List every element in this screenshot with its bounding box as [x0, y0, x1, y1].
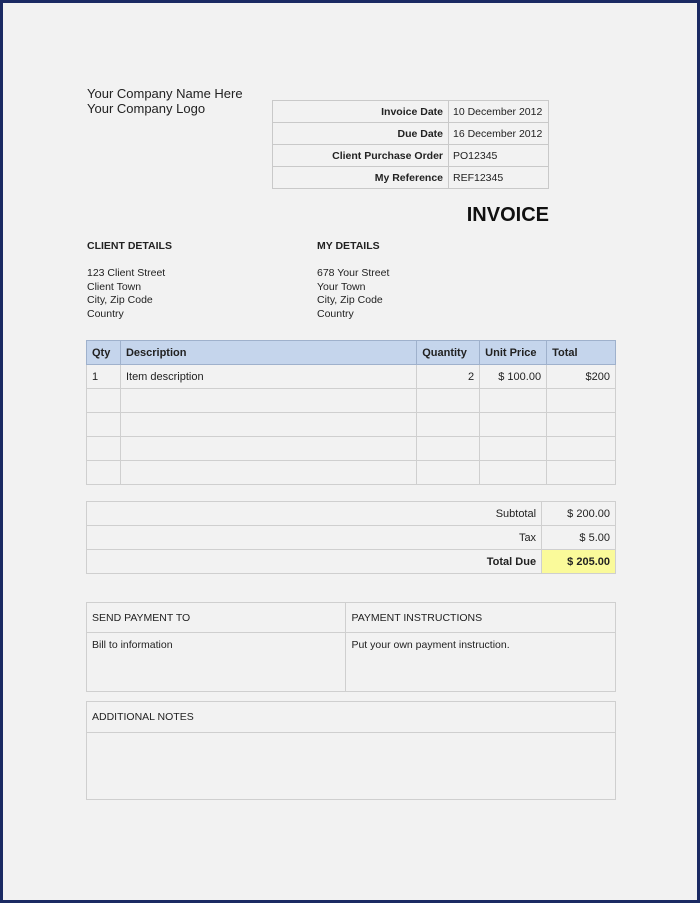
meta-value: REF12345: [449, 167, 549, 189]
meta-row: [273, 145, 549, 167]
cell-unit-price: $ 100.00: [480, 365, 547, 389]
tax-value: $ 5.00: [542, 526, 616, 550]
tax-row: [87, 526, 616, 550]
table-row: [87, 437, 616, 461]
my-address-line: 678 Your Street: [317, 267, 390, 279]
notes-body-row: [87, 733, 616, 800]
client-address-line: Country: [87, 307, 124, 320]
client-details-heading: CLIENT DETAILS: [87, 240, 172, 252]
subtotal-row: [87, 502, 616, 526]
my-details-heading: MY DETAILS: [317, 240, 380, 252]
client-address-line: City, Zip Code: [87, 294, 153, 306]
my-address-line: City, Zip Code: [317, 294, 383, 306]
payment-instructions-body: Put your own payment instruction.: [346, 633, 616, 692]
payment-body-row: [87, 633, 616, 692]
table-row: [87, 461, 616, 485]
meta-row: [273, 101, 549, 123]
cell-unit-price: [480, 437, 547, 461]
meta-row: [273, 123, 549, 145]
col-header-unit-price: Unit Price: [480, 341, 547, 365]
totals-table: [86, 501, 616, 574]
company-name: Your Company Name Here: [87, 86, 243, 101]
cell-quantity: 2: [417, 365, 480, 389]
notes-header-row: [87, 702, 616, 733]
additional-notes-body: [87, 733, 616, 800]
additional-notes-heading: ADDITIONAL NOTES: [87, 702, 616, 733]
total-due-row: [87, 550, 616, 574]
payment-table: [86, 602, 616, 692]
total-due-label: Total Due: [87, 550, 542, 574]
cell-description: [120, 413, 416, 437]
cell-quantity: [417, 413, 480, 437]
meta-label: Due Date: [273, 123, 449, 145]
notes-table: [86, 701, 616, 800]
cell-description: [120, 437, 416, 461]
client-address-line: 123 Client Street: [87, 267, 166, 279]
cell-total: [547, 413, 616, 437]
cell-total: $200: [547, 365, 616, 389]
table-row: [87, 389, 616, 413]
cell-total: [547, 437, 616, 461]
meta-value: 16 December 2012: [449, 123, 549, 145]
cell-unit-price: [480, 389, 547, 413]
company-block: [87, 86, 243, 116]
meta-label: My Reference: [273, 167, 449, 189]
cell-quantity: [417, 389, 480, 413]
my-address-line: Your Town: [317, 280, 366, 293]
my-address: [317, 267, 389, 321]
invoice-title: INVOICE: [466, 204, 549, 226]
cell-unit-price: [480, 461, 547, 485]
col-header-total: Total: [547, 341, 616, 365]
send-payment-heading: SEND PAYMENT TO: [87, 603, 346, 633]
subtotal-value: $ 200.00: [542, 502, 616, 526]
cell-qty: [87, 461, 121, 485]
col-header-qty: Qty: [87, 341, 121, 365]
payment-instructions-heading: PAYMENT INSTRUCTIONS: [346, 603, 616, 633]
meta-value: PO12345: [449, 145, 549, 167]
cell-qty: [87, 413, 121, 437]
meta-row: [273, 167, 549, 189]
invoice-page: [3, 3, 697, 900]
line-items-table: [86, 340, 616, 485]
cell-total: [547, 389, 616, 413]
payment-header-row: [87, 603, 616, 633]
items-header-row: [87, 341, 616, 365]
table-row: [87, 365, 616, 389]
cell-qty: [87, 437, 121, 461]
cell-quantity: [417, 461, 480, 485]
cell-description: [120, 389, 416, 413]
cell-qty: [87, 389, 121, 413]
total-due-value: $ 205.00: [542, 550, 616, 574]
meta-label: Invoice Date: [273, 101, 449, 123]
col-header-description: Description: [120, 341, 416, 365]
tax-label: Tax: [87, 526, 542, 550]
col-header-quantity: Quantity: [417, 341, 480, 365]
client-address-line: Client Town: [87, 280, 142, 293]
table-row: [87, 413, 616, 437]
meta-value: 10 December 2012: [449, 101, 549, 123]
cell-unit-price: [480, 413, 547, 437]
meta-label: Client Purchase Order: [273, 145, 449, 167]
cell-description: Item description: [120, 365, 416, 389]
my-address-line: Country: [317, 307, 354, 320]
company-logo-text: Your Company Logo: [87, 101, 206, 116]
subtotal-label: Subtotal: [87, 502, 542, 526]
cell-total: [547, 461, 616, 485]
cell-quantity: [417, 437, 480, 461]
client-address: [87, 267, 165, 321]
cell-description: [120, 461, 416, 485]
cell-qty: 1: [87, 365, 121, 389]
send-payment-body: Bill to information: [87, 633, 346, 692]
invoice-meta-table: [272, 100, 549, 189]
